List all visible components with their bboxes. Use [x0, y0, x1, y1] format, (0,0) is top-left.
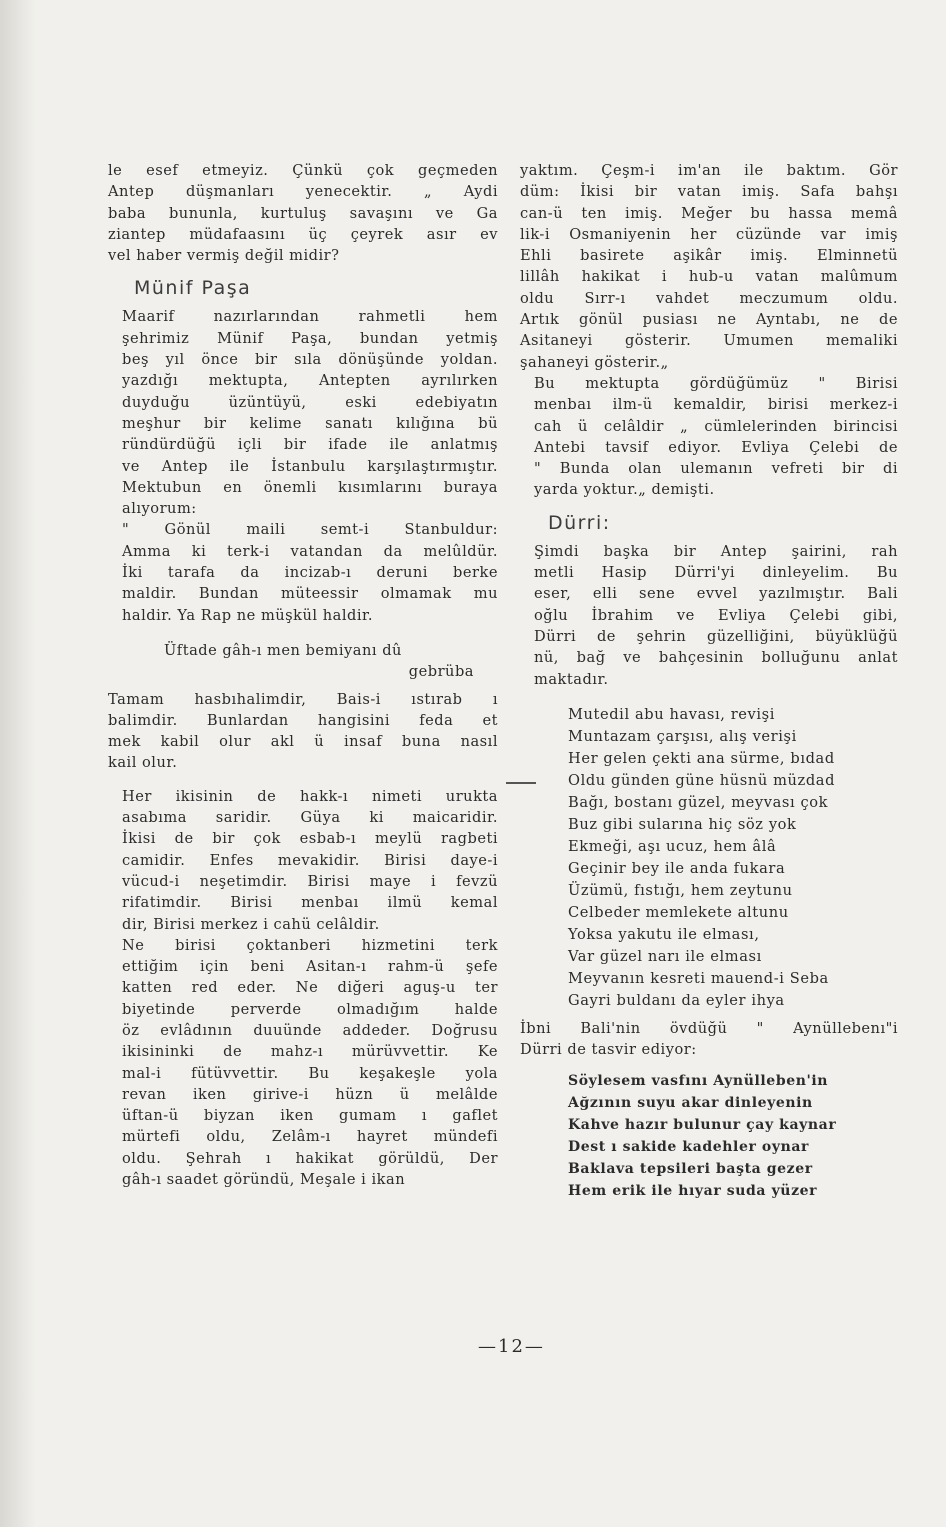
verse-line-2: gebrüba — [408, 663, 474, 681]
left-paragraph-2 — [108, 519, 498, 625]
poem-line: Mutedil abu havası, revişi — [568, 705, 776, 723]
text-line: şahaneyi gösterir.„ — [520, 353, 669, 371]
text-line: Ehli basirete aşikâr imiş. Elminnetü — [520, 247, 898, 265]
text-line: ve Antep ile İstanbulu karşılaştırmıştır. — [122, 457, 498, 475]
text-line: düm: İkisi bir vatan imiş. Safa bahşı — [520, 183, 898, 201]
text-line: dir, Birisi merkez i cahü celâldir. — [122, 915, 380, 933]
text-line: Şimdi başka bir Antep şairini, rah — [534, 542, 898, 560]
text-line: eser, elli sene evvel yazılmıştır. Bali — [534, 585, 898, 603]
poem-line: Oldu günden güne hüsnü müzdad — [568, 771, 836, 789]
text-line: İkisi de bir çok esbab-ı meylü ragbeti — [122, 830, 498, 848]
text-line: camidir. Enfes mevakidir. Birisi daye-i — [122, 851, 498, 869]
text-line: kail olur. — [108, 754, 178, 772]
text-line: yaktım. Çeşm-i im'an ile baktım. Gör — [520, 162, 898, 179]
margin-dash-mark — [506, 782, 536, 784]
poem-line: Dest ı sakide kadehler oynar — [568, 1139, 810, 1156]
poem-line: Söylesem vasfını Aynülleben'in — [568, 1073, 829, 1090]
text-line: ikisininki de mahz-ı mürüvvettir. Ke — [122, 1043, 498, 1061]
poem-line: Celbeder memlekete altunu — [568, 903, 789, 921]
text-line: vel haber vermiş değil midir? — [108, 247, 340, 265]
text-line: Ne birisi çoktanberi hizmetini terk — [122, 936, 498, 954]
text-line: metli Hasip Dürri'yi dinleyelim. Bu — [534, 564, 898, 582]
text-line: " Gönül maili semt-i Stanbuldur: — [122, 521, 498, 539]
text-line: maktadır. — [534, 670, 609, 688]
text-line: lik-i Osmaniyenin her cüzünde var imiş — [520, 225, 898, 243]
page-edge-shadow — [0, 0, 36, 1527]
right-paragraph-1 — [520, 373, 898, 501]
text-line: şehrimiz Münif Paşa, bundan yetmiş — [122, 329, 498, 347]
text-line: İbni Bali'nin övdüğü " Aynüllebenı"i — [520, 1019, 898, 1037]
text-line: rifatimdir. Birisi menbaı ilmü kemal — [122, 894, 498, 912]
text-line: asabıma saridir. Güya ki maicaridir. — [122, 809, 498, 827]
text-line: Her ikisinin de hakk-ı nimeti urukta — [122, 787, 498, 805]
text-line: duyduğu üzüntüyü, eski edebiyatın — [122, 393, 498, 411]
text-line: Tamam hasbıhalimdir, Bais-i ıstırab ı — [108, 690, 498, 708]
right-column — [520, 160, 898, 1202]
text-line: alıyorum: — [122, 500, 197, 518]
poem-line: Buz gibi sularına hiç söz yok — [568, 815, 797, 833]
right-intro-paragraph — [520, 160, 898, 373]
text-line: Dürri de şehrin güzelliğini, büyüklüğü — [534, 627, 898, 645]
text-line: Antep düşmanları yenecektir. „ Aydi — [108, 183, 498, 201]
right-paragraph-2 — [520, 541, 898, 690]
text-line: cah ü celâldir „ cümlelerinden birincisi — [534, 417, 898, 435]
text-line: Dürri de tasvir ediyor: — [520, 1041, 697, 1059]
text-line: vücud-i neşetimdir. Birisi maye i fevzü — [122, 872, 498, 890]
poem-line: Üzümü, fıstığı, hem zeytunu — [568, 881, 793, 899]
left-paragraph-5 — [108, 935, 498, 1191]
heading-munif-pasa: Münif Paşa — [134, 277, 252, 300]
text-line: le esef etmeyiz. Çünkü çok geçmeden — [108, 162, 498, 179]
text-line: yarda yoktur.„ demişti. — [534, 481, 715, 499]
text-line: Maarif nazırlarından rahmetli hem — [122, 308, 498, 326]
text-line: gâh-ı saadet göründü, Meşale i ikan — [122, 1171, 406, 1189]
poem-line: Gayri buldanı da eyler ihya — [568, 991, 785, 1009]
text-line: lillâh hakikat i hub-u vatan malûmum — [520, 268, 898, 286]
left-paragraph-3 — [108, 689, 498, 774]
right-paragraph-3 — [520, 1018, 898, 1061]
text-line: üftan-ü biyzan iken gumam ı gaflet — [122, 1107, 498, 1125]
text-line: Artık gönül pusiası ne Ayntabı, ne de — [520, 311, 898, 329]
text-line: " Bunda olan ulemanın vefreti bir di — [534, 460, 898, 478]
text-line: beş yıl önce bir sıla dönüşünde yoldan. — [122, 351, 498, 369]
text-line: Antebi tavsif ediyor. Evliya Çelebi de — [534, 438, 898, 456]
text-line: meşhur bir kelime sanatı kılığına bü — [122, 414, 498, 432]
text-line: haldir. Ya Rap ne müşkül haldir. — [122, 606, 374, 624]
left-intro-paragraph — [108, 160, 498, 266]
text-line: ründürdüğü içli bir ifade ile anlatmış — [122, 436, 498, 454]
poem-line: Meyvanın kesreti mauend-i Seba — [568, 969, 829, 987]
text-line: ziantep müdafaasını üç çeyrek asır ev — [108, 225, 498, 243]
poem-line: Muntazam çarşısı, alış verişi — [568, 727, 797, 745]
poem-line: Var güzel narı ile elması — [568, 947, 762, 965]
verse-line-1: Üftade gâh-ı men bemiyanı dû — [164, 641, 402, 659]
text-line: oğlu İbrahim ve Evliya Çelebi gibi, — [534, 606, 898, 624]
text-line: Amma ki terk-i vatandan da melûldür. — [122, 542, 498, 560]
heading-durri: Dürri: — [548, 511, 611, 534]
text-line: oldu Sırr-ı vahdet meczumum oldu. — [520, 289, 898, 307]
text-line: öz evlâdının duuünde addeder. Doğrusu — [122, 1021, 498, 1039]
text-line: can-ü ten imiş. Meğer bu hassa memâ — [520, 204, 898, 222]
left-column — [108, 160, 498, 1190]
text-line: yazdığı mektupta, Antepten ayrılırken — [122, 372, 498, 390]
poem-line: Ekmeği, aşı ucuz, hem âlâ — [568, 837, 777, 855]
text-line: Bu mektupta gördüğümüz " Birisi — [534, 374, 898, 392]
text-line: revan iken girive-i hüzn ü melâlde — [122, 1085, 498, 1103]
poem-line: Bağı, bostanı güzel, meyvası çok — [568, 793, 829, 811]
poem-line: Baklava tepsileri başta gezer — [568, 1161, 813, 1178]
text-line: menbaı ilm-ü kemaldir, birisi merkez-i — [534, 396, 898, 414]
text-line: mek kabil olur akl ü insaf buna nasıl — [108, 733, 498, 751]
text-line: baba bununla, kurtuluş savaşını ve Ga — [108, 204, 498, 222]
text-line: biyetinde perverde olmadığım halde — [122, 1000, 498, 1018]
poem-line: Kahve hazır bulunur çay kaynar — [568, 1117, 837, 1134]
text-line: oldu. Şehrah ı hakikat görüldü, Der — [122, 1149, 498, 1167]
poem-line: Her gelen çekti ana sürme, bıdad — [568, 749, 835, 767]
text-line: mal-i fütüvvettir. Bu keşakeşle yola — [122, 1064, 498, 1082]
durri-poem-2 — [520, 1070, 898, 1202]
text-line: ettiğim için beni Asitan-ı rahm-ü şefe — [122, 958, 498, 976]
text-line: nü, bağ ve bahçesinin bolluğunu anlat — [534, 649, 898, 667]
text-line: maldir. Bundan müteessir olmamak mu — [122, 585, 498, 603]
poem-line: Hem erik ile hıyar suda yüzer — [568, 1183, 818, 1200]
text-line: Asitaneyi gösterir. Umumen memaliki — [520, 332, 898, 350]
page-number: —12— — [478, 1336, 545, 1357]
poem-line: Ağzının suyu akar dinleyenin — [568, 1095, 813, 1112]
poem-line: Yoksa yakutu ile elması, — [568, 925, 760, 943]
left-paragraph-4 — [108, 786, 498, 935]
text-line: balimdir. Bunlardan hangisini feda et — [108, 711, 498, 729]
durri-poem-1 — [520, 704, 898, 1012]
text-line: İki tarafa da incizab-ı deruni berke — [122, 564, 498, 582]
text-line: mürtefi oldu, Zelâm-ı hayret mündefi — [122, 1128, 498, 1146]
left-paragraph-1 — [108, 306, 498, 519]
poem-line: Geçinir bey ile anda fukara — [568, 859, 786, 877]
text-line: Mektubun en önemli kısımlarını buraya — [122, 478, 498, 496]
text-line: katten red eder. Ne diğeri aguş-u ter — [122, 979, 498, 997]
